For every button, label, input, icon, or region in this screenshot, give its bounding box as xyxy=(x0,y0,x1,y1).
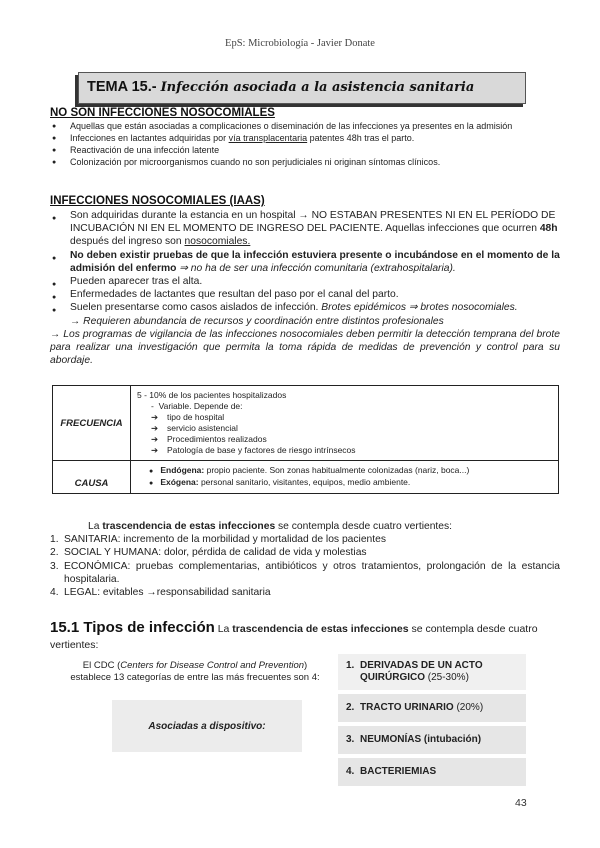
table-row xyxy=(53,386,559,461)
cdc-line1 xyxy=(52,660,338,672)
list-item-text: ECONÓMICA: pruebas complementarias, antibióticos y otros tratamientos, prolongación de la estancia hospitalaria. xyxy=(64,560,560,585)
list-item-text: servicio asistencial xyxy=(167,423,238,433)
frequency-main: 5 - 10% de los pacientes hospitalizados xyxy=(137,390,287,400)
text: (25-30%) xyxy=(425,672,469,683)
list-item-text: tipo de hospital xyxy=(167,412,225,422)
arrow-icon: ➔ xyxy=(151,423,159,433)
list-item-text: Infecciones en lactantes adquiridas por vía transplacentaria patentes 48h tras el parto. xyxy=(70,133,415,143)
list-item xyxy=(338,726,526,754)
frequency-cause-table xyxy=(52,385,559,494)
text: propio paciente. Son zonas habitualmente colonizadas (nariz, boca...) xyxy=(204,465,470,475)
list-item-text: SANITARIA: incremento de la morbilidad y mortalidad de los pacientes xyxy=(64,534,387,546)
text: después del ingreso son xyxy=(70,236,185,248)
no-son-section xyxy=(50,106,560,168)
list-number: 4. xyxy=(50,587,59,599)
chapter-title xyxy=(78,72,526,104)
cause-label: CAUSA xyxy=(53,461,131,494)
arrow-icon: ➔ xyxy=(151,434,159,444)
list-item: ● Enfermedades de lactantes que resultan del paso por el canal del parto. xyxy=(50,288,560,301)
list-item xyxy=(137,412,552,423)
trascendencia-intro xyxy=(50,520,560,533)
list-item: ● Endógena: propio paciente. Son zonas habitualmente colonizadas (nariz, boca...) xyxy=(149,465,470,475)
iaas-list xyxy=(50,209,560,315)
page-header: EpS: Microbiología - Javier Donate xyxy=(225,38,375,49)
list-item xyxy=(50,560,560,586)
cdc-text xyxy=(52,660,338,684)
bold-text: DERIVADAS DE UN ACTO QUIRÚRGICO xyxy=(360,660,483,683)
list-item xyxy=(50,586,560,599)
text: se contempla desde cuatro vertientes: xyxy=(275,521,453,532)
underlined-text: nosocomiales. xyxy=(184,236,251,248)
list-item xyxy=(50,546,560,559)
list-item-text: Patología de base y factores de riesgo intrínsecos xyxy=(167,445,356,455)
infection-types-list xyxy=(338,654,526,790)
page-number: 43 xyxy=(515,797,527,809)
note-resources: → Requieren abundancia de recursos y coordinación entre distintos profesionales xyxy=(70,315,444,327)
bold-text: 48h xyxy=(539,223,558,235)
no-son-list xyxy=(50,120,560,168)
list-item xyxy=(137,434,552,445)
cdc-line2: establece 13 categorías de entre las más frecuentes son 4: xyxy=(70,672,320,683)
italic-text: Centers for Disease Control and Prevention xyxy=(120,660,305,671)
list-item xyxy=(137,445,552,456)
section-15-1 xyxy=(50,620,560,653)
trascendencia-list xyxy=(50,533,560,599)
text: (20%) xyxy=(453,702,484,713)
text: Suelen presentarse como casos aislados de infección. xyxy=(70,302,322,314)
iaas-heading: INFECCIONES NOSOCOMIALES (IAAS) xyxy=(50,195,265,207)
cause-content xyxy=(131,461,559,494)
section-heading: 15.1 Tipos de infección xyxy=(50,619,215,636)
list-item: ● Aquellas que están asociadas a complicaciones o diseminación de las infecciones ya presentes en la admisión xyxy=(50,120,560,132)
bold-text: trascendencia de estas infecciones xyxy=(102,521,276,532)
list-item: ● Exógena: personal sanitario, visitantes, equipos, medio ambiente. xyxy=(149,477,411,487)
table-row xyxy=(53,461,559,494)
note-surveillance: → Los programas de vigilancia de las infecciones nosocomiales deben permitir la detección temprana del brote para realizar una investigación que permita la toma rápida de medidas de prevención y control para su abordaje. xyxy=(50,328,560,367)
italic-text: ⇒ no ha de ser una infección comunitaria (extrahospitalaria). xyxy=(176,262,456,274)
list-item: ● Pueden aparecer tras el alta. xyxy=(50,275,560,288)
chapter-number: TEMA 15.- xyxy=(87,79,157,95)
italic-text: Brotes epidémicos ⇒ brotes nosocomiales. xyxy=(321,302,518,314)
bold-text: TRACTO URINARIO xyxy=(360,702,454,713)
list-item xyxy=(137,423,552,434)
text: se contempla desde cuatro vertientes: xyxy=(50,623,538,651)
bold-text: trascendencia de estas infecciones xyxy=(232,623,409,635)
bold-text: NEUMONÍAS (intubación) xyxy=(360,734,482,745)
iaas-section xyxy=(50,194,560,367)
list-number: 2. xyxy=(346,702,355,713)
list-number: 1. xyxy=(50,534,59,546)
bold-text: No deben existir pruebas de que la infección estuviera presente o incubándose en el momento de la admisión del enfermo xyxy=(70,249,560,274)
text: El CDC ( xyxy=(82,660,121,671)
text: personal sanitario, visitantes, equipos, medio ambiente. xyxy=(198,477,411,487)
bold-text: BACTERIEMIAS xyxy=(360,766,437,777)
list-item xyxy=(50,533,560,546)
frequency-sub: - Variable. Depende de: xyxy=(151,401,243,411)
trascendencia-section xyxy=(50,520,560,599)
frequency-sub-text: Variable. Depende de: xyxy=(158,401,243,411)
list-item xyxy=(338,694,526,722)
no-son-heading: NO SON INFECCIONES NOSOCOMIALES xyxy=(50,107,275,119)
list-item xyxy=(338,654,526,690)
text: ) xyxy=(304,660,308,671)
text: La xyxy=(88,521,103,532)
frequency-content xyxy=(131,386,559,461)
list-item xyxy=(50,301,560,314)
text: La xyxy=(214,623,233,635)
list-item: ● Colonización por microorganismos cuando no son perjudiciales ni originan síntomas clínicos. xyxy=(50,156,560,168)
list-number: 3. xyxy=(346,734,355,745)
device-associated-box: Asociadas a dispositivo: xyxy=(112,700,302,752)
list-item xyxy=(50,209,560,249)
list-item: ● Reactivación de una infección latente xyxy=(50,144,560,156)
arrow-icon: ➔ xyxy=(151,412,159,422)
list-item-text: Procedimientos realizados xyxy=(167,434,267,444)
list-item-text: SOCIAL Y HUMANA: dolor, pérdida de calidad de vida y molestias xyxy=(64,547,367,559)
list-number: 4. xyxy=(346,766,355,777)
list-number: 1. xyxy=(346,660,355,671)
list-item xyxy=(50,132,560,144)
arrow-icon: ➔ xyxy=(151,445,159,455)
bold-text: Exógena: xyxy=(160,477,199,487)
text: Son adquiridas durante la estancia en un hospital → NO ESTABAN PRESENTES NI EN EL PERÍODO DE INCUBACIÓN NI EN EL MOMENTO DE INGRESO DEL PACIENTE. Aquellas infecciones que ocurren xyxy=(70,210,556,235)
list-item xyxy=(338,758,526,786)
bold-text: Endógena: xyxy=(160,465,205,475)
list-item-text: LEGAL: evitables →responsabilidad sanitaria xyxy=(64,587,271,599)
list-number: 3. xyxy=(50,560,59,572)
chapter-title-text: Infección asociada a la asistencia sanitaria xyxy=(160,80,475,95)
list-number: 2. xyxy=(50,547,59,559)
frequency-label: FRECUENCIA xyxy=(53,386,131,461)
list-item xyxy=(50,249,560,275)
